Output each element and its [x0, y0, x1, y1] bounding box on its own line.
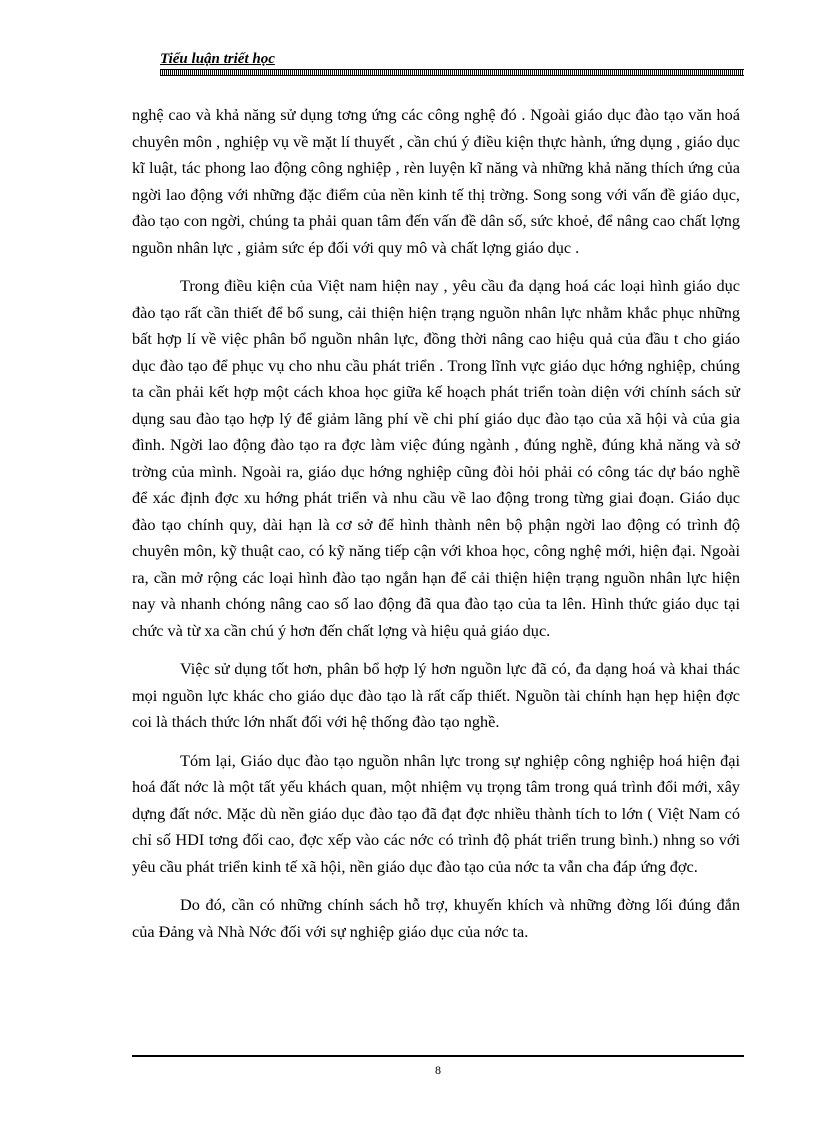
- paragraph-diversification: Trong điều kiện của Việt nam hiện nay , yêu cầu đa dạng hoá các loại hình giáo dục đào tạo rất cần thiết để bổ sung, cải thiện hiện trạng nguồn nhân lực nhằm khắc phục những bất hợp lí về việc phân bổ nguồn nhân lực, đồng thời nâng cao hiệu quả của đầu t cho giáo dục đào tạo để phục vụ cho nhu cầu phát triển . Trong lĩnh vực giáo dục hớng nghiệp, chúng ta cần phải kết hợp một cách khoa học giữa kế hoạch phát triển toàn diện với chính sách sử dụng sau đào tạo hợp lý để giảm lãng phí về chi phí giáo dục đào tạo của xã hội và của gia đình. Ngời lao động đào tạo ra đợc làm việc đúng ngành , đúng nghề, đúng khả năng và sở trờng của mình. Ngoài ra, giáo dục hớng nghiệp cũng đòi hỏi phải có công tác dự báo nghề để xác định đợc xu hớng phát triển và nhu cầu về lao động trong từng giai đoạn. Giáo dục đào tạo chính quy, dài hạn là cơ sở để hình thành nên bộ phận ngời lao động có trình độ chuyên môn, kỹ thuật cao, có kỹ năng tiếp cận với khoa học, công nghệ mới, hiện đại. Ngoài ra, cần mở rộng các loại hình đào tạo ngắn hạn để cải thiện hiện trạng nguồn nhân lực hiện nay và nhanh chóng nâng cao số lao động đã qua đào tạo của ta lên. Hình thức giáo dục tại chức và từ xa cần chú ý hơn đến chất lợng và hiệu quả giáo dục.: [132, 276, 740, 640]
- page-number: 8: [435, 1063, 441, 1077]
- paragraph-resources: Việc sử dụng tốt hơn, phân bổ hợp lý hơn nguồn lực đã có, đa dạng hoá và khai thác mọi nguồn lực khác cho giáo dục đào tạo là rất cấp thiết. Nguồn tài chính hạn hẹp hiện đợc coi là thách thức lớn nhất đối với hệ thống đào tạo nghề.: [132, 659, 740, 731]
- paragraph-conclusion: Do đó, cần có những chính sách hỗ trợ, khuyến khích và những đờng lối đúng đắn của Đảng và Nhà Nớc đối với sự nghiệp giáo dục của nớc ta.: [132, 895, 740, 941]
- paragraph-continued: nghệ cao và khả năng sử dụng tơng ứng các công nghệ đó . Ngoài giáo dục đào tạo văn hoá chuyên môn , nghiệp vụ về mặt lí thuyết , cần chú ý điều kiện thực hành, ứng dụng , giáo dục kĩ luật, tác phong lao động công nghiệp , rèn luyện kĩ năng và những khả năng thích ứng của ngời lao động với những đặc điểm của nền kinh tế thị trờng. Song song với vấn đề giáo dục, đào tạo con ngời, chúng ta phải quan tâm đến vấn đề dân số, sức khoẻ, để nâng cao chất lợng nguồn nhân lực , giảm sức ép đối với quy mô và chất lợng giáo dục .: [132, 105, 740, 257]
- header-title: Tiểu luận triết học: [160, 51, 275, 67]
- paragraph-summary: Tóm lại, Giáo dục đào tạo nguồn nhân lực trong sự nghiệp công nghiệp hoá hiện đại hoá đất nớc là một tất yếu khách quan, một nhiệm vụ trọng tâm trong quá trình đổi mới, xây dựng đất nớc. Mặc dù nền giáo dục đào tạo đã đạt đợc nhiều thành tích to lớn ( Việt Nam có chỉ số HDI tơng đối cao, đợc xếp vào các nớc có trình độ phát triển trung bình.) nhng so với yêu cầu phát triển kinh tế xã hội, nền giáo dục đào tạo của nớc ta vẫn cha đáp ứng đợc.: [132, 750, 740, 876]
- document-body: [132, 102, 740, 957]
- footer-rule: [132, 1055, 744, 1057]
- page-header: [160, 50, 744, 68]
- header-rule: [160, 69, 744, 76]
